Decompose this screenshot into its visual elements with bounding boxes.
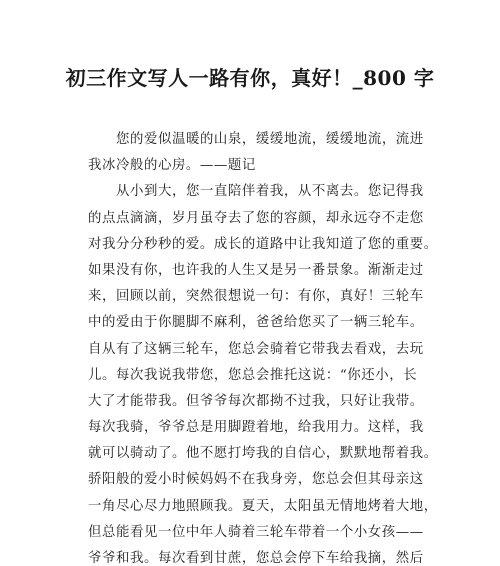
text-line: 如果没有你，也许我的人生又是另一番景象。渐渐走过 (88, 262, 424, 278)
document-title: 初三作文写人一路有你，真好！_800 字 (65, 66, 435, 90)
text-line: 我冰冷般的心房。——题记 (88, 158, 256, 174)
text-line: 骄阳般的爱小时候妈妈不在我身旁，您总会但其母亲这 (88, 472, 424, 488)
text-line: 每次我骑，爷爷总是用脚蹬着地，给我用力。这样，我 (88, 420, 424, 436)
document-body (88, 127, 438, 566)
text-line: 就可以骑动了。他不愿打垮我的自信心，默默地帮着我。 (88, 446, 438, 462)
text-line: 儿。每次我说我带您，您总会推托这说：“你还小，长 (88, 367, 418, 383)
text-line: 您的爱似温暖的山泉，缓缓地流，缓缓地流，流进 (116, 132, 424, 147)
text-line: 自从有了这辆三轮车，您总会骑着它带我去看戏，去玩 (88, 341, 424, 357)
text-line: 但总能看见一位中年人骑着三轮车带着一个小女孩—— (88, 524, 424, 540)
text-line: 大了才能带我。但爷爷每次都拗不过我，只好让我带。 (88, 393, 424, 409)
text-line: 中的爱由于你腿脚不麻利，爸爸给您买了一辆三轮车。 (88, 315, 424, 331)
text-line: 对我分分秒秒的爱。成长的道路中让我知道了您的重要。 (88, 236, 438, 252)
text-line: 来，回顾以前，突然很想说一句：有你，真好！三轮车 (88, 289, 424, 305)
text-line: 从小到大，您一直陪伴着我，从不离去。您记得我 (116, 184, 424, 200)
text-line: 一角尽心尽力地照顾我。夏天，太阳虽无情地烤着大地， (88, 498, 438, 514)
text-line: 的点点滴滴，岁月虽夺去了您的容颜，却永远夺不走您 (88, 210, 424, 226)
text-line: 爷爷和我。每次看到甘蔗，您总会停下车给我摘，然后 (88, 551, 424, 566)
